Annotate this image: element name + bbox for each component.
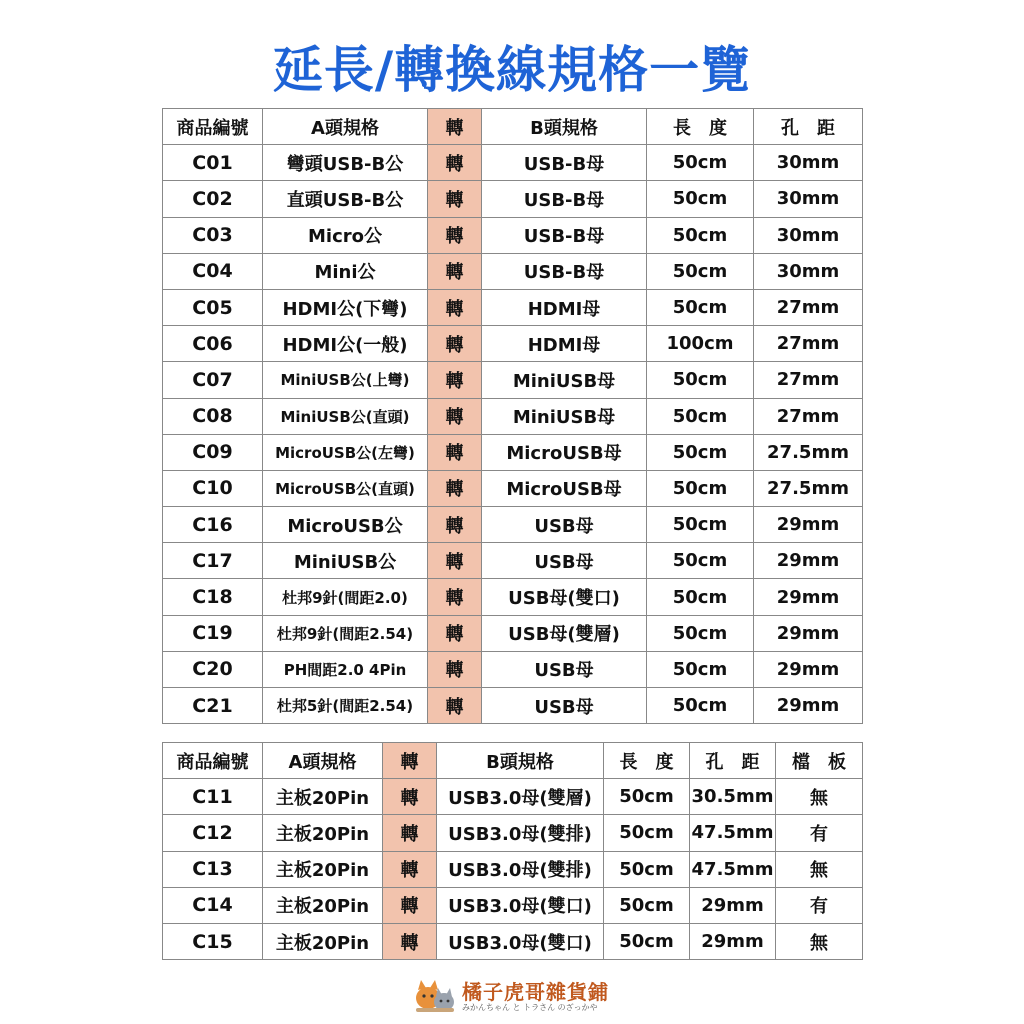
header-arrow: 轉 bbox=[383, 743, 437, 779]
cell-arrow: 轉 bbox=[428, 326, 482, 362]
cell-a-connector: 杜邦9針(間距2.54) bbox=[263, 615, 428, 651]
cell-length: 50cm bbox=[647, 470, 754, 506]
cell-product-id: C17 bbox=[163, 543, 263, 579]
cell-b-connector: USB母 bbox=[482, 507, 647, 543]
cell-product-id: C09 bbox=[163, 434, 263, 470]
cell-a-connector: 杜邦9針(間距2.0) bbox=[263, 579, 428, 615]
table-row bbox=[163, 851, 863, 887]
cell-product-id: C21 bbox=[163, 688, 263, 724]
cell-b-connector: USB母 bbox=[482, 688, 647, 724]
cell-a-connector: 彎頭USB-B公 bbox=[263, 145, 428, 181]
header-length: 長 度 bbox=[647, 109, 754, 145]
page-title: 延長/轉換線規格一覽 bbox=[272, 41, 752, 99]
cell-length: 50cm bbox=[647, 688, 754, 724]
cell-length: 50cm bbox=[647, 145, 754, 181]
cell-a-connector: HDMI公(下彎) bbox=[263, 289, 428, 325]
spec-table-2 bbox=[162, 742, 863, 960]
cell-arrow: 轉 bbox=[428, 579, 482, 615]
cell-hole-pitch: 47.5mm bbox=[690, 815, 776, 851]
cell-a-connector: PH間距2.0 4Pin bbox=[263, 651, 428, 687]
cell-b-connector: USB-B母 bbox=[482, 217, 647, 253]
table-row bbox=[163, 145, 863, 181]
cell-b-connector: USB3.0母(雙排) bbox=[437, 815, 604, 851]
cell-arrow: 轉 bbox=[428, 145, 482, 181]
header-hole-pitch: 孔 距 bbox=[754, 109, 863, 145]
cell-product-id: C18 bbox=[163, 579, 263, 615]
cell-b-connector: USB-B母 bbox=[482, 253, 647, 289]
cell-hole-pitch: 29mm bbox=[754, 651, 863, 687]
cell-hole-pitch: 30mm bbox=[754, 253, 863, 289]
cell-a-connector: 主板20Pin bbox=[263, 887, 383, 923]
header-product-id: 商品編號 bbox=[163, 743, 263, 779]
cell-hole-pitch: 27.5mm bbox=[754, 470, 863, 506]
cell-b-connector: MiniUSB母 bbox=[482, 362, 647, 398]
cell-arrow: 轉 bbox=[428, 688, 482, 724]
cell-hole-pitch: 27mm bbox=[754, 326, 863, 362]
table-row bbox=[163, 651, 863, 687]
table-row bbox=[163, 887, 863, 923]
cell-length: 50cm bbox=[604, 887, 690, 923]
header-b-connector: B頭規格 bbox=[482, 109, 647, 145]
cell-arrow: 轉 bbox=[383, 815, 437, 851]
cell-arrow: 轉 bbox=[428, 253, 482, 289]
cell-hole-pitch: 29mm bbox=[754, 579, 863, 615]
cell-hole-pitch: 27mm bbox=[754, 398, 863, 434]
cell-arrow: 轉 bbox=[383, 779, 437, 815]
cell-length: 50cm bbox=[604, 815, 690, 851]
cell-a-connector: Micro公 bbox=[263, 217, 428, 253]
spec-table-1 bbox=[162, 108, 863, 724]
table-row bbox=[163, 470, 863, 506]
cell-length: 50cm bbox=[647, 181, 754, 217]
header-hole-pitch: 孔 距 bbox=[690, 743, 776, 779]
cell-b-connector: USB3.0母(雙口) bbox=[437, 923, 604, 959]
cell-b-connector: HDMI母 bbox=[482, 326, 647, 362]
header-length: 長 度 bbox=[604, 743, 690, 779]
table-row bbox=[163, 217, 863, 253]
cell-hole-pitch: 29mm bbox=[754, 543, 863, 579]
cell-length: 50cm bbox=[604, 923, 690, 959]
logo-subtitle: みかんちゃん と トラさん のざっかや bbox=[462, 1003, 598, 1012]
cell-a-connector: MiniUSB公(直頭) bbox=[263, 398, 428, 434]
cell-hole-pitch: 29mm bbox=[690, 887, 776, 923]
cell-product-id: C04 bbox=[163, 253, 263, 289]
cell-hole-pitch: 47.5mm bbox=[690, 851, 776, 887]
cell-length: 50cm bbox=[604, 779, 690, 815]
cell-product-id: C12 bbox=[163, 815, 263, 851]
cell-product-id: C15 bbox=[163, 923, 263, 959]
table-row bbox=[163, 543, 863, 579]
table-row bbox=[163, 181, 863, 217]
cell-product-id: C13 bbox=[163, 851, 263, 887]
table-row bbox=[163, 362, 863, 398]
table-row bbox=[163, 434, 863, 470]
store-logo bbox=[412, 968, 622, 1018]
cell-arrow: 轉 bbox=[428, 217, 482, 253]
logo-name: 橘子虎哥雜貨鋪 bbox=[462, 980, 609, 1004]
table-row bbox=[163, 923, 863, 959]
cell-product-id: C10 bbox=[163, 470, 263, 506]
cell-b-connector: USB母(雙口) bbox=[482, 579, 647, 615]
cell-arrow: 轉 bbox=[428, 615, 482, 651]
cat-mascot-icon bbox=[412, 972, 458, 1014]
cell-b-connector: MicroUSB母 bbox=[482, 434, 647, 470]
cell-hole-pitch: 30.5mm bbox=[690, 779, 776, 815]
cell-hole-pitch: 29mm bbox=[690, 923, 776, 959]
cell-length: 50cm bbox=[647, 217, 754, 253]
cell-b-connector: USB-B母 bbox=[482, 145, 647, 181]
cell-hole-pitch: 29mm bbox=[754, 615, 863, 651]
cell-length: 50cm bbox=[647, 289, 754, 325]
header-a-connector: A頭規格 bbox=[263, 109, 428, 145]
table-row bbox=[163, 779, 863, 815]
cell-b-connector: USB3.0母(雙排) bbox=[437, 851, 604, 887]
cell-product-id: C20 bbox=[163, 651, 263, 687]
cell-b-connector: USB3.0母(雙口) bbox=[437, 887, 604, 923]
cell-product-id: C14 bbox=[163, 887, 263, 923]
cell-bracket: 有 bbox=[776, 815, 863, 851]
cell-length: 50cm bbox=[647, 434, 754, 470]
table-row bbox=[163, 507, 863, 543]
header-a-connector: A頭規格 bbox=[263, 743, 383, 779]
table-row bbox=[163, 688, 863, 724]
cell-product-id: C05 bbox=[163, 289, 263, 325]
cell-a-connector: HDMI公(一般) bbox=[263, 326, 428, 362]
cell-a-connector: MiniUSB公 bbox=[263, 543, 428, 579]
cell-hole-pitch: 29mm bbox=[754, 507, 863, 543]
cell-b-connector: USB3.0母(雙層) bbox=[437, 779, 604, 815]
cell-a-connector: MicroUSB公(直頭) bbox=[263, 470, 428, 506]
cell-length: 50cm bbox=[647, 507, 754, 543]
cell-product-id: C16 bbox=[163, 507, 263, 543]
cell-a-connector: 直頭USB-B公 bbox=[263, 181, 428, 217]
cell-arrow: 轉 bbox=[428, 289, 482, 325]
cell-length: 50cm bbox=[604, 851, 690, 887]
cell-arrow: 轉 bbox=[428, 398, 482, 434]
header-arrow: 轉 bbox=[428, 109, 482, 145]
table-row bbox=[163, 398, 863, 434]
cell-arrow: 轉 bbox=[383, 851, 437, 887]
table-row bbox=[163, 579, 863, 615]
cell-b-connector: USB母 bbox=[482, 651, 647, 687]
cell-bracket: 無 bbox=[776, 923, 863, 959]
header-bracket: 檔 板 bbox=[776, 743, 863, 779]
cell-product-id: C07 bbox=[163, 362, 263, 398]
cell-a-connector: MicroUSB公(左彎) bbox=[263, 434, 428, 470]
cell-b-connector: USB母 bbox=[482, 543, 647, 579]
cell-a-connector: 主板20Pin bbox=[263, 815, 383, 851]
cell-hole-pitch: 27mm bbox=[754, 289, 863, 325]
cell-arrow: 轉 bbox=[428, 434, 482, 470]
cell-b-connector: HDMI母 bbox=[482, 289, 647, 325]
cell-arrow: 轉 bbox=[428, 651, 482, 687]
header-b-connector: B頭規格 bbox=[437, 743, 604, 779]
cell-product-id: C08 bbox=[163, 398, 263, 434]
cell-length: 50cm bbox=[647, 651, 754, 687]
cell-hole-pitch: 30mm bbox=[754, 181, 863, 217]
cell-arrow: 轉 bbox=[428, 181, 482, 217]
cell-a-connector: 主板20Pin bbox=[263, 923, 383, 959]
table-row bbox=[163, 615, 863, 651]
table-row bbox=[163, 326, 863, 362]
cell-a-connector: 主板20Pin bbox=[263, 779, 383, 815]
cell-hole-pitch: 27mm bbox=[754, 362, 863, 398]
cell-arrow: 轉 bbox=[428, 362, 482, 398]
cell-arrow: 轉 bbox=[428, 543, 482, 579]
cell-b-connector: MiniUSB母 bbox=[482, 398, 647, 434]
cell-hole-pitch: 30mm bbox=[754, 145, 863, 181]
cell-arrow: 轉 bbox=[383, 887, 437, 923]
cell-product-id: C03 bbox=[163, 217, 263, 253]
cell-length: 50cm bbox=[647, 398, 754, 434]
cell-bracket: 無 bbox=[776, 851, 863, 887]
cell-arrow: 轉 bbox=[428, 470, 482, 506]
cell-hole-pitch: 30mm bbox=[754, 217, 863, 253]
cell-length: 50cm bbox=[647, 543, 754, 579]
table-row bbox=[163, 253, 863, 289]
cell-a-connector: 主板20Pin bbox=[263, 851, 383, 887]
table-header-row bbox=[163, 109, 863, 145]
cell-bracket: 無 bbox=[776, 779, 863, 815]
cell-arrow: 轉 bbox=[428, 507, 482, 543]
table-header-row bbox=[163, 743, 863, 779]
cell-hole-pitch: 29mm bbox=[754, 688, 863, 724]
table-row bbox=[163, 289, 863, 325]
cell-b-connector: MicroUSB母 bbox=[482, 470, 647, 506]
cell-product-id: C01 bbox=[163, 145, 263, 181]
cell-bracket: 有 bbox=[776, 887, 863, 923]
cell-length: 50cm bbox=[647, 615, 754, 651]
cell-b-connector: USB母(雙層) bbox=[482, 615, 647, 651]
cell-length: 50cm bbox=[647, 579, 754, 615]
cell-length: 50cm bbox=[647, 253, 754, 289]
cell-length: 100cm bbox=[647, 326, 754, 362]
cell-a-connector: MiniUSB公(上彎) bbox=[263, 362, 428, 398]
cell-product-id: C19 bbox=[163, 615, 263, 651]
table-row bbox=[163, 815, 863, 851]
cell-a-connector: MicroUSB公 bbox=[263, 507, 428, 543]
cell-arrow: 轉 bbox=[383, 923, 437, 959]
header-product-id: 商品編號 bbox=[163, 109, 263, 145]
cell-product-id: C02 bbox=[163, 181, 263, 217]
cell-length: 50cm bbox=[647, 362, 754, 398]
cell-hole-pitch: 27.5mm bbox=[754, 434, 863, 470]
cell-a-connector: Mini公 bbox=[263, 253, 428, 289]
cell-product-id: C11 bbox=[163, 779, 263, 815]
cell-b-connector: USB-B母 bbox=[482, 181, 647, 217]
cell-product-id: C06 bbox=[163, 326, 263, 362]
cell-a-connector: 杜邦5針(間距2.54) bbox=[263, 688, 428, 724]
